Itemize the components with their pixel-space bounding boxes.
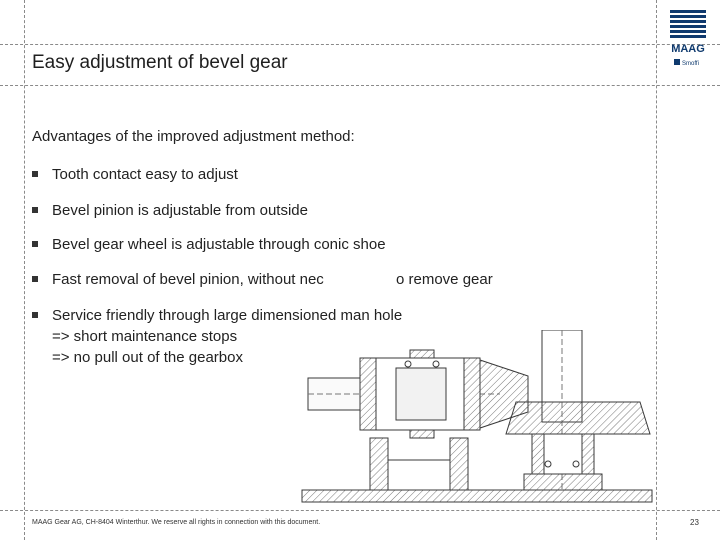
header-divider-top xyxy=(0,44,720,45)
page-number: 23 xyxy=(690,518,699,527)
bullet-text: Bevel pinion is adjustable from outside xyxy=(52,202,308,219)
left-margin-line xyxy=(24,0,25,540)
bullet-marker xyxy=(32,276,38,282)
intro-text: Advantages of the improved adjustment method: xyxy=(32,128,355,145)
sub-line: => no pull out of the gearbox xyxy=(52,349,243,366)
header-divider-bottom xyxy=(0,85,720,86)
maag-logo xyxy=(668,8,708,72)
bullet-text: Fast removal of bevel pinion, without nec xyxy=(52,271,324,288)
bullet-marker xyxy=(32,241,38,247)
footer-text: MAAG Gear AG, CH-8404 Winterthur. We reserve all rights in connection with this document. xyxy=(32,519,321,526)
bevel-gear-drawing xyxy=(300,330,660,510)
footer-divider xyxy=(0,510,720,511)
bullet-text: Service friendly through large dimensioned man hole xyxy=(52,307,403,324)
svg-text:Smoffi: Smoffi xyxy=(682,61,699,67)
bullet-marker xyxy=(32,207,38,213)
bullet-text-tail: o remove gear xyxy=(396,271,493,288)
bullet-text: Bevel gear wheel is adjustable through conic shoe xyxy=(52,236,386,253)
sub-line: => short maintenance stops xyxy=(52,328,238,345)
bullet-text: Tooth contact easy to adjust xyxy=(52,166,238,183)
slide-title: Easy adjustment of bevel gear xyxy=(32,52,288,73)
bullet-marker xyxy=(32,312,38,318)
svg-text:MAAG: MAAG xyxy=(671,43,705,55)
bullet-marker xyxy=(32,171,38,177)
